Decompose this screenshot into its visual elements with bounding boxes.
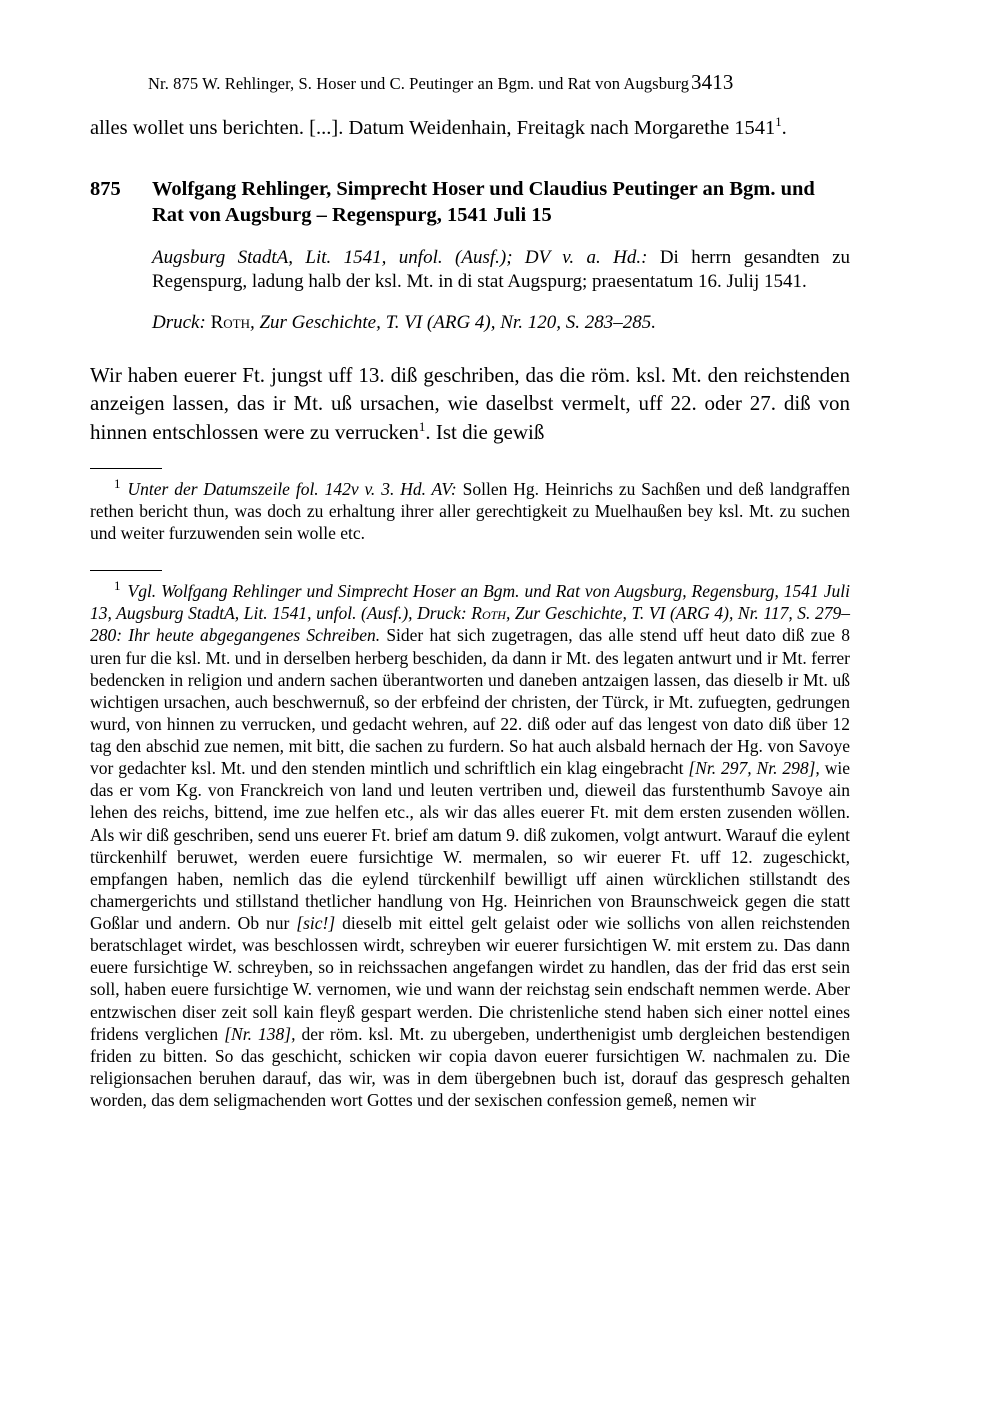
print-author: Roth: [210, 311, 250, 333]
footnote-2-lead-1: Vgl. Wolfgang Rehlinger und Simprecht Hoser an Bgm. und Rat von Augsburg, Regensburg, 1541 Juli 13, Augsburg StadtA, Lit. 1541, unfol. (Ausf.), Druck:: [90, 581, 850, 624]
entry-title: Wolfgang Rehlinger, Simprecht Hoser und Claudius Peutinger an Bgm. und Rat von Augsburg – Regenspurg, 1541 Juli 15: [152, 177, 815, 226]
main-paragraph: [90, 361, 850, 446]
footnote-1-lead: Unter der Datumszeile fol. 142v v. 3. Hd. AV:: [127, 479, 457, 500]
footnote-1-marker: 1: [114, 476, 121, 492]
main-paragraph-text: Wir haben euerer Ft. jungst uff 13. diß geschriben, das die röm. ksl. Mt. den reichstenden anzeigen lassen, das ir Mt. uß ursachen, wie daselbst vermelt, uff 22. oder 27. diß von hinnen entschlossen were zu verrucken: [90, 363, 850, 444]
footnote-2: [90, 580, 850, 1111]
footnote-2-body-2: wie das er vom Kg. von Franckreich von land und leuten vertriben und, dieweil das furstenthumb Savoye ain lehen des reichs, bittend, ime zue helfen etc., als wir das alles euerer Ft. mit dem ersten zusenden wöllen. Als wir diß geschriben, send uns euerer Ft. brief am datum 9. diß zukomen, volgt antwurt. Warauf die eylent türckenhilf beruwet, werden euere fursichtige W. mermalen, so wir euerer Ft. uff 12. zugeschickt, empfangen haben, nemlich das die eylend türckenhilf bewilligt uff ainen würcklichen stillstandt des chamergerichts und stillstand thetlicher handlung von Hg. Heinrichen von Braunschweick gegen die statt Goßlar und andern. Ob nur: [90, 758, 850, 934]
entry-print-line: [152, 311, 850, 335]
footnote-2-marker: 1: [114, 578, 121, 594]
footnote-2-ref-1: [Nr. 297, Nr. 298],: [683, 758, 820, 779]
footnote-2-body-4: der röm. ksl. Mt. zu ubergeben, underthenigist umb dergleichen bestendigen friden zu bitten. So das geschicht, schicken wir copia davon euerer fursichtigen W. nachmalen zu. Die religionsachen beruhen darauf, das wir, was in dem übergebnen buch ist, dorauf das gespresch gehalten worden, das dem seligmachenden wort Gottes und der sexischen confession gemeß, nemen wir: [90, 1023, 850, 1111]
footnote-1-text: Sollen Hg. Heinrichs zu Sachßen und deß landgraffen rethen bericht thun, was doch zu erhaltung ihrer aller gerechtigkeit zu Muelhaußen bey ksl. Mt. zu suchen und weiter furzuwenden sein wolle etc.: [90, 479, 851, 544]
entry-heading: [90, 176, 850, 228]
print-reference: , Zur Geschichte, T. VI (ARG 4), Nr. 120, S. 283–285.: [249, 311, 656, 333]
page-number: 3413: [691, 70, 734, 94]
footnote-2-ref-2: [sic!]: [289, 913, 336, 934]
footnote-separator-2: [90, 570, 162, 571]
running-head: [148, 70, 850, 95]
footnote-2-ref-3: [Nr. 138],: [218, 1023, 296, 1044]
continued-paragraph-text: alles wollet uns berichten. [...]. Datum Weidenhain, Freitagk nach Morgarethe 1541: [90, 117, 776, 139]
footnote-2-body-3: dieselb mit eittel gelt gelaist oder wie sollichs von allen reichstenden beratschlaget wirdet, was beschlossen wirdt, schreyben wir euerer fursichtigen W. mit erstem zu. Das dann euere fursichtige W. schreyben, so in reichssachen angefangen wirdet zu handlen, das der frid das erst sein soll, haben euere fursichtige W. vernomen, wie und wann der reichstag sein endschaft nemmen werde. Aber entzwischen diser zeit soll kain fleyß gespart werden. Die christenliche stend haben sich einer nottel eines fridens verglichen: [90, 913, 850, 1044]
footnote-2-author: Roth: [471, 603, 506, 624]
continued-paragraph: [90, 115, 850, 142]
footnote-2-lead-2: , Zur Geschichte, T. VI (ARG 4), Nr. 117, S. 279–280: Ihr heute abgegangenes Schreiben.: [90, 603, 850, 646]
entry-number: 875: [90, 177, 121, 200]
footnote-2-body-1: Sider hat sich zugetragen, das alle stend uff heut dato diß zue 8 uren fur die ksl. Mt. und in derselben herberg beschiden, da dann ir Mt. des legaten antwurt und ir Mt. ferrer bedencken in religion und andern sachen überantworten und daneben antzaigen lassen, das dieselb ir Mt. uß wichtigen ursachen, auch beschwernuß, so der erbfeind der christen, der Türck, ir Mt. zufuegten, gedrungen wurd, von hinnen zu verrucken, und gedacht wehren, auf 22. diß oder auf das lengest von dato diß über 12 tag den abschid zue nemen, mit bitt, die sachen zu furdern. So hat auch alsbald hernach der Hg. von Savoye vor gedachter ksl. Mt. und den stenden mintlich und schriftlich ein klag eingebracht: [90, 625, 850, 779]
source-description: Di herrn gesandten zu Regenspurg, ladung halb der ksl. Mt. in di stat Augspurg; praesentatum 16. Julij 1541.: [152, 247, 850, 293]
continued-paragraph-tail: .: [781, 117, 787, 139]
footnote-reference-1: 1: [775, 115, 782, 130]
footnote-separator-1: [90, 468, 162, 469]
footnote-reference-2: 1: [418, 418, 426, 434]
main-paragraph-tail: . Ist die gewiß: [425, 419, 545, 444]
page-content: [90, 70, 850, 1111]
print-label: Druck:: [152, 311, 206, 333]
source-archive-reference: Augsburg StadtA, Lit. 1541, unfol. (Ausf.); DV v. a. Hd.:: [152, 247, 648, 269]
running-head-text: Nr. 875 W. Rehlinger, S. Hoser und C. Peutinger an Bgm. und Rat von Augsburg: [148, 74, 690, 93]
entry-source-line: [152, 246, 850, 295]
footnote-1: [90, 478, 850, 544]
